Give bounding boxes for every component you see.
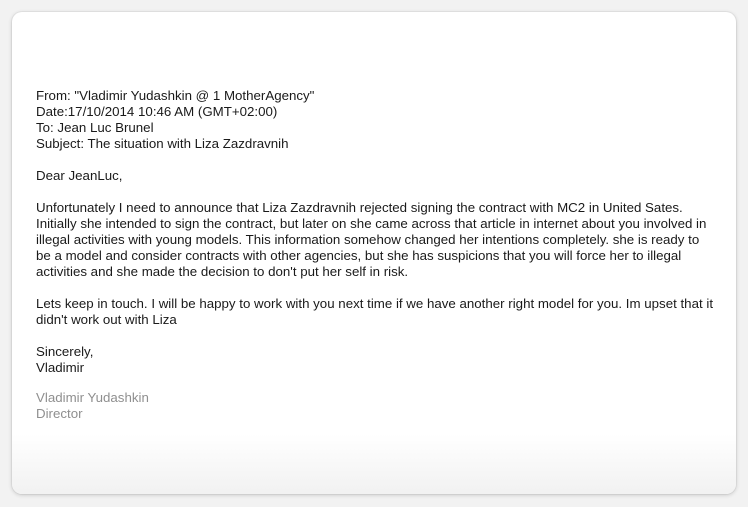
paragraph-2: Lets keep in touch. I will be happy to work with you next time if we have another right model for you. Im upset that it didn't work out with Liza (36, 296, 714, 327)
closing-block (36, 344, 716, 376)
bottom-fade (12, 434, 736, 494)
greeting: Dear JeanLuc, (36, 168, 123, 183)
document-page (12, 12, 736, 494)
paragraph-1: Unfortunately I need to announce that Liza Zazdravnih rejected signing the contract with MC2 in United Sates. Initially she intended to sign the contract, but later on she came across that article in internet about you involved in illegal activities with young models. This information somehow changed her intentions completely. she is ready to be a model and consider contracts with other agencies, but she has suspicions that you will force her to illegal activities and she made the decision to don't put her self in risk. (36, 200, 707, 279)
email-headers (36, 88, 716, 152)
email-body (36, 88, 716, 422)
signature-block (36, 390, 716, 422)
date-line: Date:17/10/2014 10:46 AM (GMT+02:00) (36, 104, 278, 119)
signature-name: Vladimir Yudashkin (36, 390, 149, 405)
signature-title: Director (36, 406, 83, 421)
subject-line: Subject: The situation with Liza Zazdravnih (36, 136, 289, 151)
to-line: To: Jean Luc Brunel (36, 120, 154, 135)
closing: Sincerely, (36, 344, 94, 359)
from-line: From: "Vladimir Yudashkin @ 1 MotherAgency" (36, 88, 315, 103)
closing-name: Vladimir (36, 360, 85, 375)
